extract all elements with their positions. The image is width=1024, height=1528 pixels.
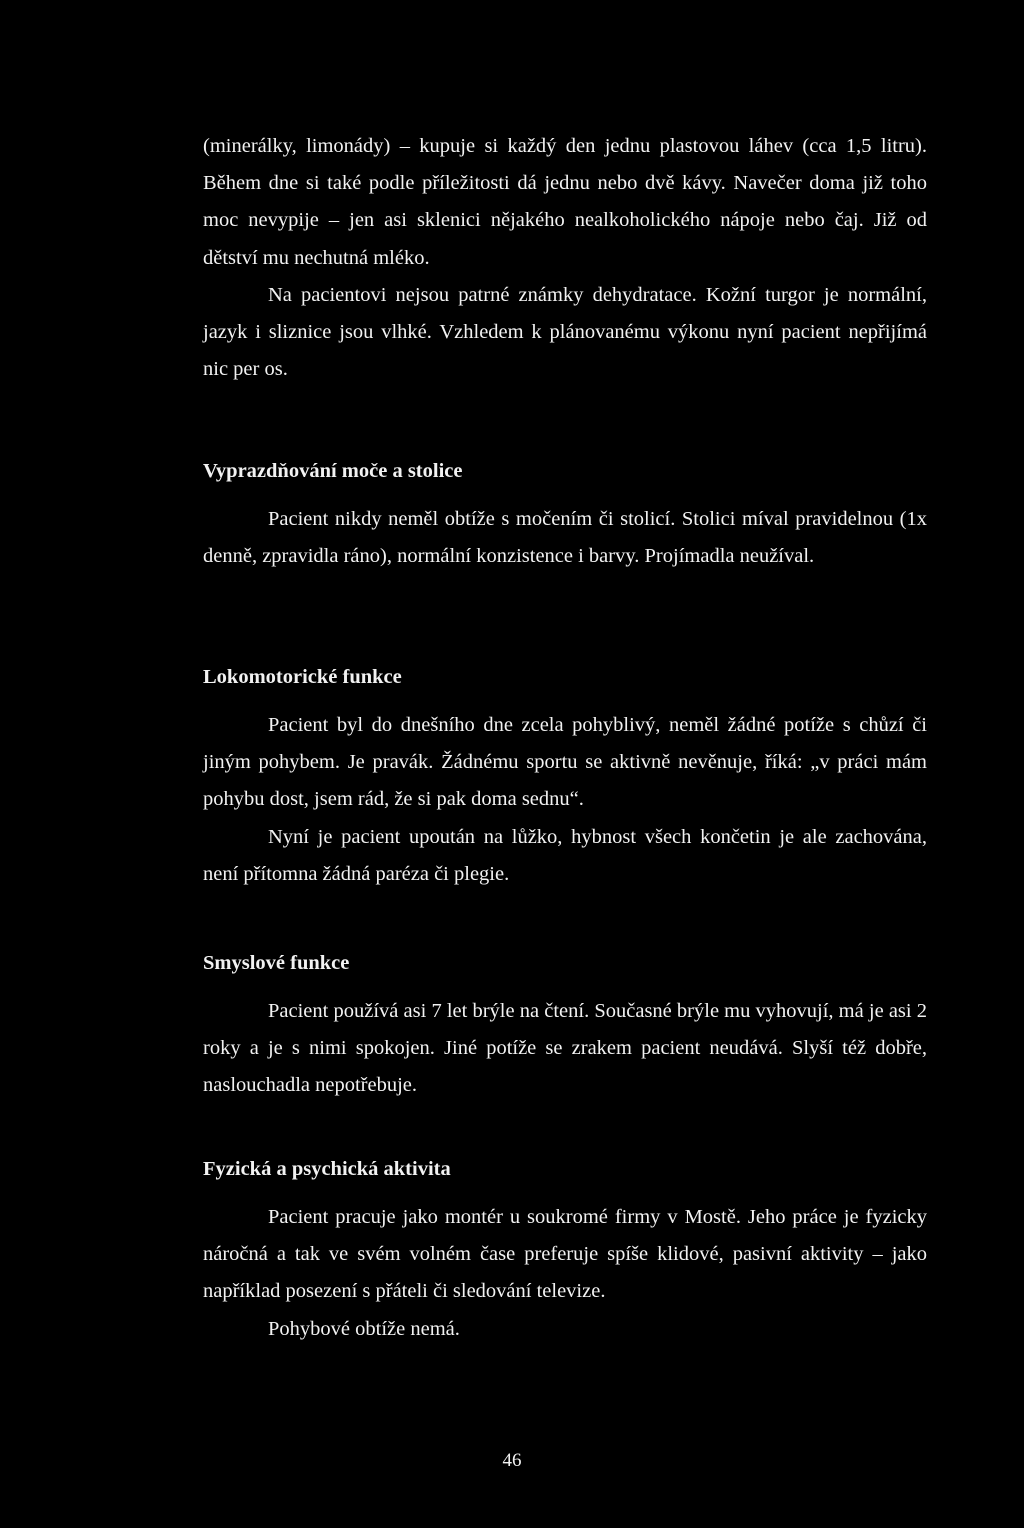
intro-text	[203, 128, 927, 388]
paragraph-locomotor-current: Nyní je pacient upoután na lůžko, hybnost všech končetin je ale zachována, není přítomna žádná paréza či plegie.	[203, 825, 927, 885]
paragraph-mobility: Pohybové obtíže nemá.	[268, 1317, 460, 1340]
section-activity	[203, 1151, 927, 1348]
section-heading: Vyprazdňování moče a stolice	[203, 460, 463, 482]
paragraph-fluid-intake: (minerálky, limonády) – kupuje si každý den jednu plastovou láhev (cca 1,5 litru). Během dne si také podle příležitosti dá jednu nebo dvě kávy. Navečer doma již toho moc nevypije – jen asi sklenici nějakého nealkoholického nápoje nebo čaj. Již od dětství mu nechutná mléko.	[203, 135, 927, 269]
section-heading: Fyzická a psychická aktivita	[203, 1158, 451, 1180]
paragraph-hydration-status: Na pacientovi nejsou patrné známky dehydratace. Kožní turgor je normální, jazyk i sliznice jsou vlhké. Vzhledem k plánovanému výkonu nyní pacient nepřijímá nic per os.	[203, 283, 927, 381]
section-heading: Lokomotorické funkce	[203, 666, 402, 688]
section-sensory	[203, 945, 927, 1105]
section-locomotor	[203, 659, 927, 893]
paragraph-elimination: Pacient nikdy neměl obtíže s močením či stolicí. Stolici míval pravidelnou (1x denně, zpravidla ráno), normální konzistence i barvy. Projímadla neužíval.	[203, 508, 927, 568]
paragraph-locomotor-history: Pacient byl do dnešního dne zcela pohyblivý, neměl žádné potíže s chůzí či jiným pohybem. Je pravák. Žádnému sportu se aktivně nevěnuje, říká: „v práci mám pohybu dost, jsem rád, že si pak doma sednu“.	[203, 714, 927, 811]
paragraph-activity: Pacient pracuje jako montér u soukromé firmy v Mostě. Jeho práce je fyzicky náročná a tak ve svém volném čase preferuje spíše klidové, pasivní aktivity – jako například posezení s přáteli či sledování televize.	[203, 1206, 927, 1303]
paragraph-sensory: Pacient používá asi 7 let brýle na čtení. Současné brýle mu vyhovují, má je asi 2 roky a je s nimi spokojen. Jiné potíže se zrakem pacient neudává. Slyší též dobře, naslouchadla nepotřebuje.	[203, 1000, 927, 1097]
section-heading: Smyslové funkce	[203, 952, 350, 974]
section-elimination	[203, 453, 927, 575]
page-number: 46	[502, 1450, 522, 1471]
